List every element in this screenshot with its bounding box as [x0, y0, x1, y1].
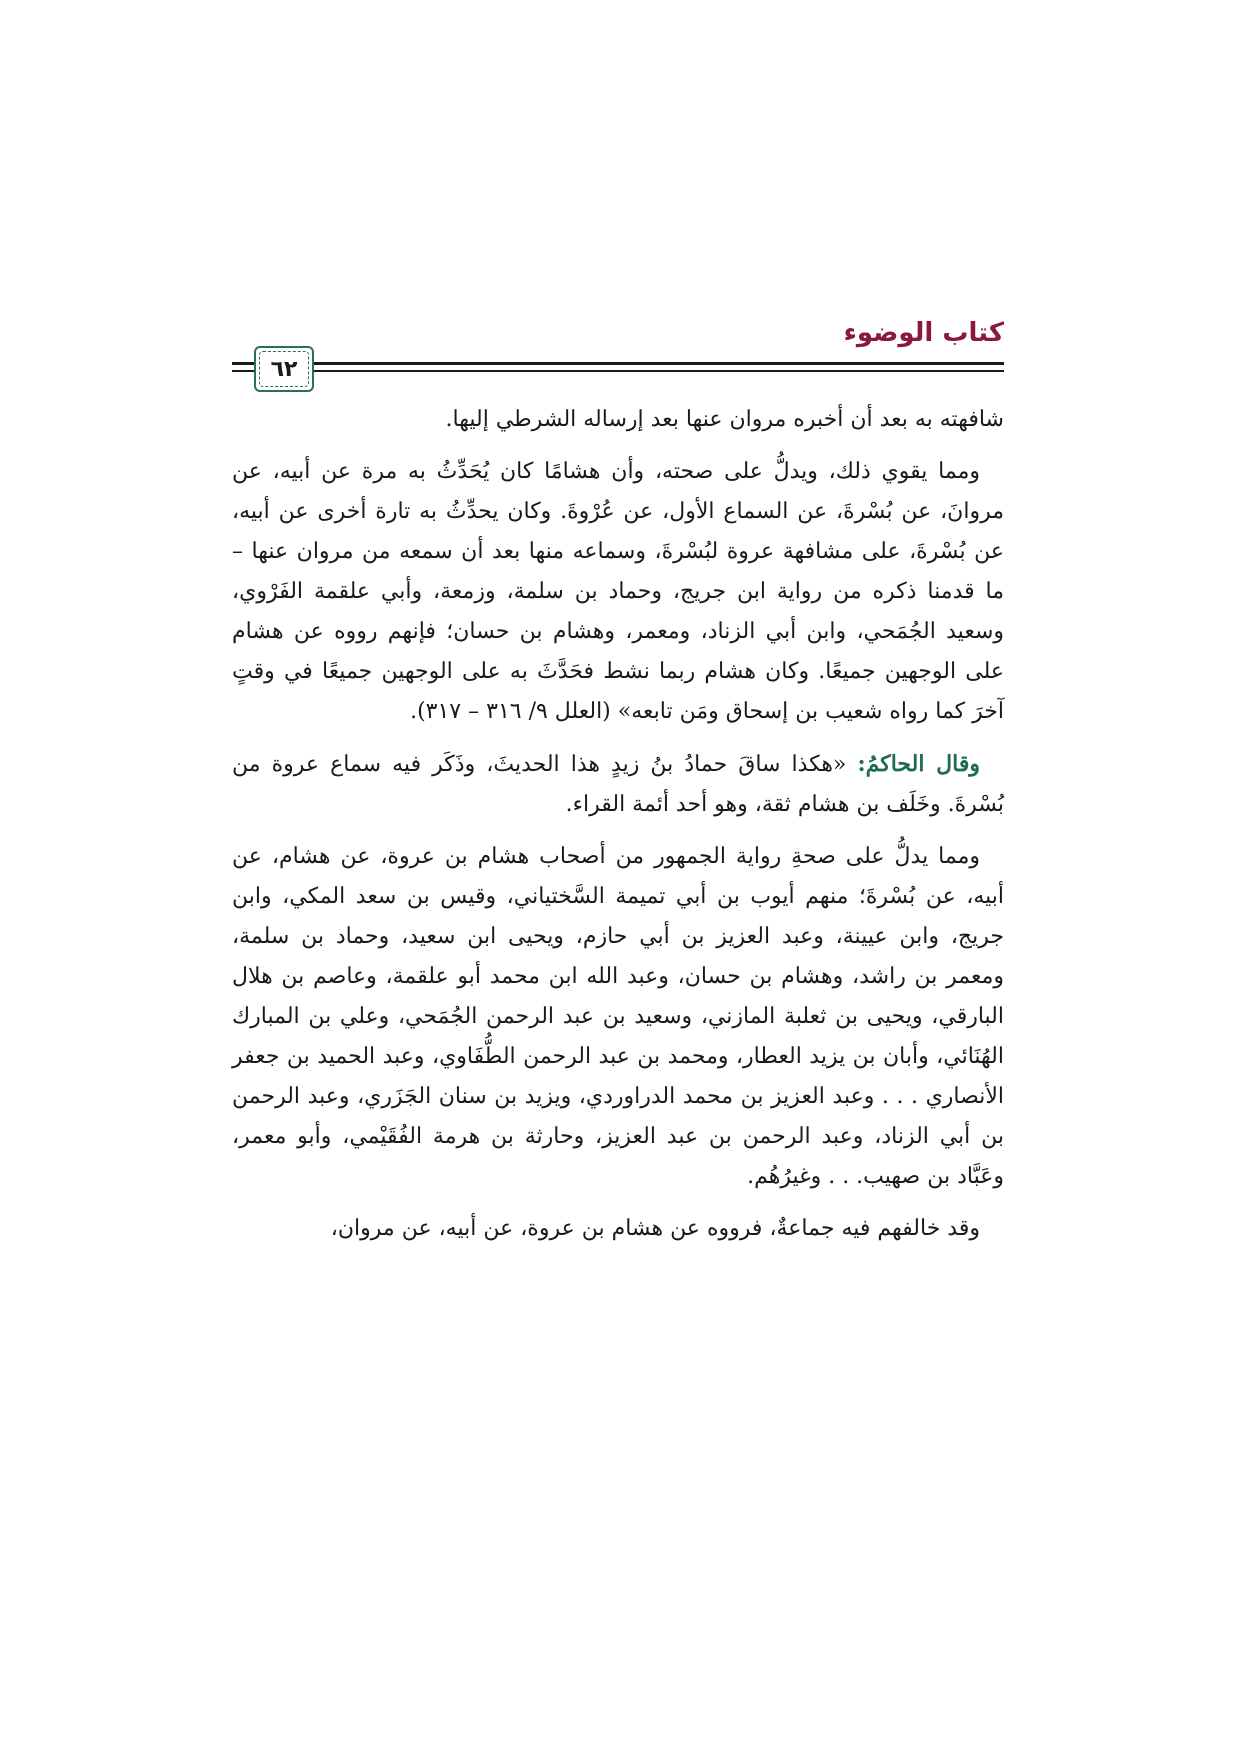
book-title: كتاب الوضوء	[843, 318, 1004, 348]
paragraph-1-text: شافهته به بعد أن أخبره مروان عنها بعد إرساله الشرطي إليها.	[445, 407, 1004, 432]
paragraph-2	[232, 452, 1004, 732]
header-rule-bottom	[232, 370, 1004, 372]
page-header	[232, 318, 1004, 392]
body-text	[232, 400, 1004, 1261]
page-number-badge	[254, 346, 314, 392]
paragraph-5	[232, 1209, 1004, 1249]
paragraph-1	[232, 400, 1004, 440]
paragraph-3-text: «هكذا ساقَ حمادُ بنُ زيدٍ هذا الحديثَ، وذَكَر فيه سماع عروة من بُسْرةَ. وخَلَف بن هشام ثقة، وهو أحد أئمة القراء.	[232, 752, 1004, 817]
speaker-label: وقال الحاكمُ:	[857, 751, 980, 777]
paragraph-4-text: ومما يدلُّ على صحةِ رواية الجمهور من أصحاب هشام بن عروة، عن هشام، عن أبيه، عن بُسْرةَ؛ منهم أيوب بن أبي تميمة السَّختياني، وقيس بن سعد المكي، وابن جريج، وابن عيينة، وعبد العزيز بن أبي حازم، ويحيى ابن سعيد، وحماد بن سلمة، ومعمر بن راشد، وهشام بن حسان، وعبد الله ابن محمد أبو علقمة، وعاصم بن هلال البارقي، ويحيى بن ثعلبة المازني، وسعيد بن عبد الرحمن الجُمَحي، وعلي بن المبارك الهُنَائي، وأبان بن يزيد العطار، ومحمد بن عبد الرحمن الطُّفَاوي، وعبد الحميد بن جعفر الأنصاري . . . وعبد العزيز بن محمد الدراوردي، ويزيد بن سنان الجَزَري، وعبد الرحمن بن أبي الزناد، وعبد الرحمن بن عبد العزيز، وحارثة بن هرمة الفُقَيْمي، وأبو معمر، وعَبَّاد بن صهيب. . . وغيرُهُم.	[232, 844, 1004, 1189]
header-rule-top	[232, 362, 1004, 365]
paragraph-3	[232, 744, 1004, 825]
paragraph-4	[232, 837, 1004, 1197]
page-number: ٦٢	[270, 356, 298, 382]
paragraph-2-text: ومما يقوي ذلك، ويدلُّ على صحته، وأن هشامًا كان يُحَدِّثُ به مرة عن أبيه، عن مروانَ، عن بُسْرةَ، عن السماع الأول، عن عُرْوةَ. وكان يحدِّثُ به تارة أخرى عن أبيه، عن بُسْرةَ، على مشافهة عروة لبُسْرةَ، وسماعه منها بعد أن سمعه من مروان عنها – ما قدمنا ذكره من رواية ابن جريج، وحماد بن سلمة، وزمعة، وأبي علقمة الفَرْوي، وسعيد الجُمَحي، وابن أبي الزناد، ومعمر، وهشام بن حسان؛ فإنهم رووه عن هشام على الوجهين جميعًا. وكان هشام ربما نشط فحَدَّثَ به على الوجهين جميعًا في وقتٍ آخرَ كما رواه شعيب بن إسحاق ومَن تابعه» (العلل ٩/ ٣١٦ – ٣١٧).	[232, 459, 1004, 724]
paragraph-5-text: وقد خالفهم فيه جماعةٌ، فرووه عن هشام بن عروة، عن أبيه، عن مروان،	[330, 1216, 980, 1241]
